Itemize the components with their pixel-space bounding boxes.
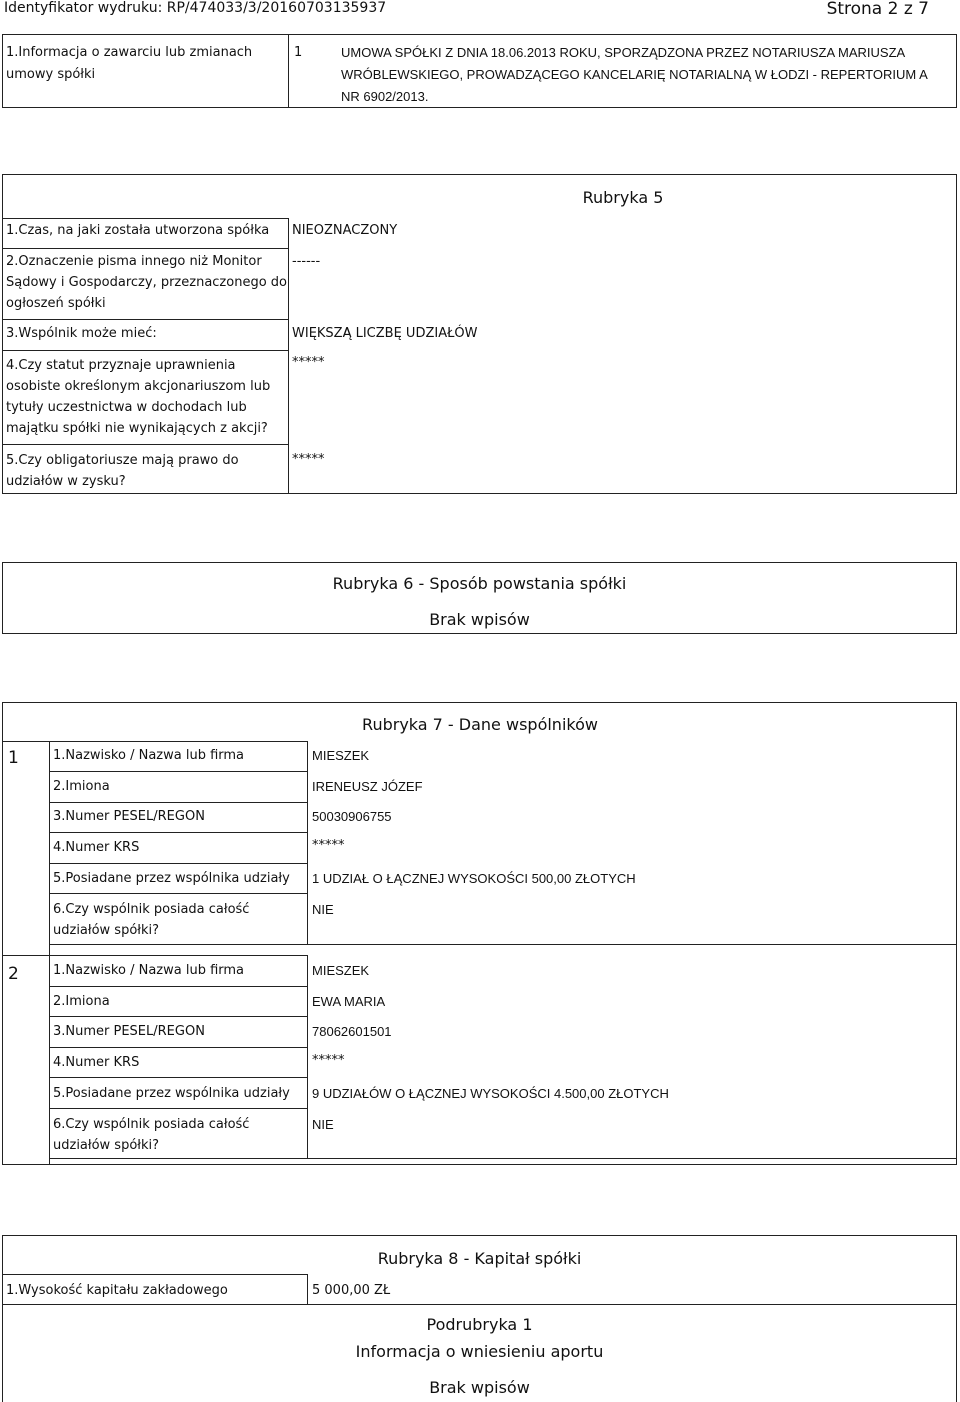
podrubryka-empty: Brak wpisów — [429, 1378, 530, 1397]
calosc-label-2: udziałów spółki? — [53, 923, 160, 938]
krs-value: ***** — [312, 838, 345, 853]
wspolnik-value: WIĘKSZĄ LICZBĘ UDZIAŁÓW — [292, 326, 478, 341]
print-identifier: Identyfikator wydruku: RP/474033/3/20160703135937 — [4, 0, 387, 16]
nazwisko-value: MIESZEK — [312, 748, 370, 763]
umowa-text-cont: WRÓBLEWSKIEGO, PROWADZĄCEGO KANCELARIĘ NOTARIALNĄ W ŁODZI - REPERTORIUM A — [341, 67, 928, 82]
nazwisko-value: MIESZEK — [312, 963, 370, 978]
udzialy-value: 9 UDZIAŁÓW O ŁĄCZNEJ WYSOKOŚCI 4.500,00 ZŁOTYCH — [312, 1086, 669, 1101]
calosc-value: NIE — [312, 1117, 334, 1132]
imiona-value: IRENEUSZ JÓZEF — [312, 779, 423, 794]
imiona-value: EWA MARIA — [312, 994, 386, 1009]
czas-label: 1.Czas, na jaki została utworzona spółka — [6, 223, 270, 238]
podrubryka-subtitle: Informacja o wniesieniu aportu — [355, 1342, 604, 1361]
krs-value: ***** — [312, 1053, 345, 1068]
calosc-value: NIE — [312, 902, 334, 917]
rubryka-6-title: Rubryka 6 - Sposób powstania spółki — [332, 574, 627, 593]
umowa-number: 1 — [294, 45, 303, 60]
pesel-value: 78062601501 — [312, 1024, 392, 1039]
nazwisko-label: 1.Nazwisko / Nazwa lub firma — [53, 963, 245, 978]
kapital-value: 5 000,00 ZŁ — [312, 1283, 391, 1298]
rubryka-5-title: Rubryka 5 — [582, 188, 664, 207]
imiona-label: 2.Imiona — [53, 779, 110, 794]
wspolnik-number: 1 — [8, 748, 19, 768]
obligatoriusze-label: 5.Czy obligatoriusze mają prawo do — [6, 453, 239, 468]
wspolnik-label: 3.Wspólnik może mieć: — [6, 326, 157, 341]
pismo-label: 2.Oznaczenie pisma innego niż Monitor — [6, 254, 262, 269]
udzialy-value: 1 UDZIAŁ O ŁĄCZNEJ WYSOKOŚCI 500,00 ZŁOTYCH — [312, 871, 636, 886]
udzialy-label: 5.Posiadane przez wspólnika udziały — [53, 871, 290, 886]
imiona-label: 2.Imiona — [53, 994, 110, 1009]
czas-value: NIEOZNACZONY — [292, 223, 398, 238]
obligatoriusze-value: ***** — [292, 452, 325, 467]
calosc-label: 6.Czy wspólnik posiada całość — [53, 1117, 250, 1132]
statut-label-2: osobiste określonym akcjonariuszom lub — [6, 379, 271, 394]
kapital-label: 1.Wysokość kapitału zakładowego — [6, 1283, 228, 1298]
krs-label: 4.Numer KRS — [53, 1055, 140, 1070]
pismo-label-2: Sądowy i Gospodarczy, przeznaczonego do — [6, 275, 287, 290]
calosc-label: 6.Czy wspólnik posiada całość — [53, 902, 250, 917]
calosc-label-2: udziałów spółki? — [53, 1138, 160, 1153]
nazwisko-label: 1.Nazwisko / Nazwa lub firma — [53, 748, 245, 763]
statut-label-3: tytuły uczestnictwa w dochodach lub — [6, 400, 247, 415]
rubryka-8-title: Rubryka 8 - Kapitał spółki — [377, 1249, 582, 1268]
umowa-label-cont: umowy spółki — [6, 67, 96, 82]
statut-value: ***** — [292, 355, 325, 370]
krs-label: 4.Numer KRS — [53, 840, 140, 855]
umowa-label: 1.Informacja o zawarciu lub zmianach — [6, 45, 253, 60]
pesel-value: 50030906755 — [312, 809, 392, 824]
wspolnik-number: 2 — [8, 964, 19, 984]
umowa-text: UMOWA SPÓŁKI Z DNIA 18.06.2013 ROKU, SPORZĄDZONA PRZEZ NOTARIUSZA MARIUSZA — [341, 45, 906, 60]
podrubryka-title: Podrubryka 1 — [426, 1315, 533, 1334]
pesel-label: 3.Numer PESEL/REGON — [53, 1024, 205, 1039]
udzialy-label: 5.Posiadane przez wspólnika udziały — [53, 1086, 290, 1101]
pismo-value: ------ — [292, 254, 321, 269]
page-number: Strona 2 z 7 — [826, 0, 929, 19]
obligatoriusze-label-2: udziałów w zysku? — [6, 474, 126, 489]
rubryka-6-empty: Brak wpisów — [429, 610, 530, 629]
rubryka-7-title: Rubryka 7 - Dane wspólników — [362, 715, 598, 734]
pismo-label-3: ogłoszeń spółki — [6, 296, 106, 311]
pesel-label: 3.Numer PESEL/REGON — [53, 809, 205, 824]
statut-label: 4.Czy statut przyznaje uprawnienia — [6, 358, 236, 373]
statut-label-4: majątku spółki nie wynikających z akcji? — [6, 421, 268, 436]
umowa-text-cont2: NR 6902/2013. — [341, 89, 429, 104]
